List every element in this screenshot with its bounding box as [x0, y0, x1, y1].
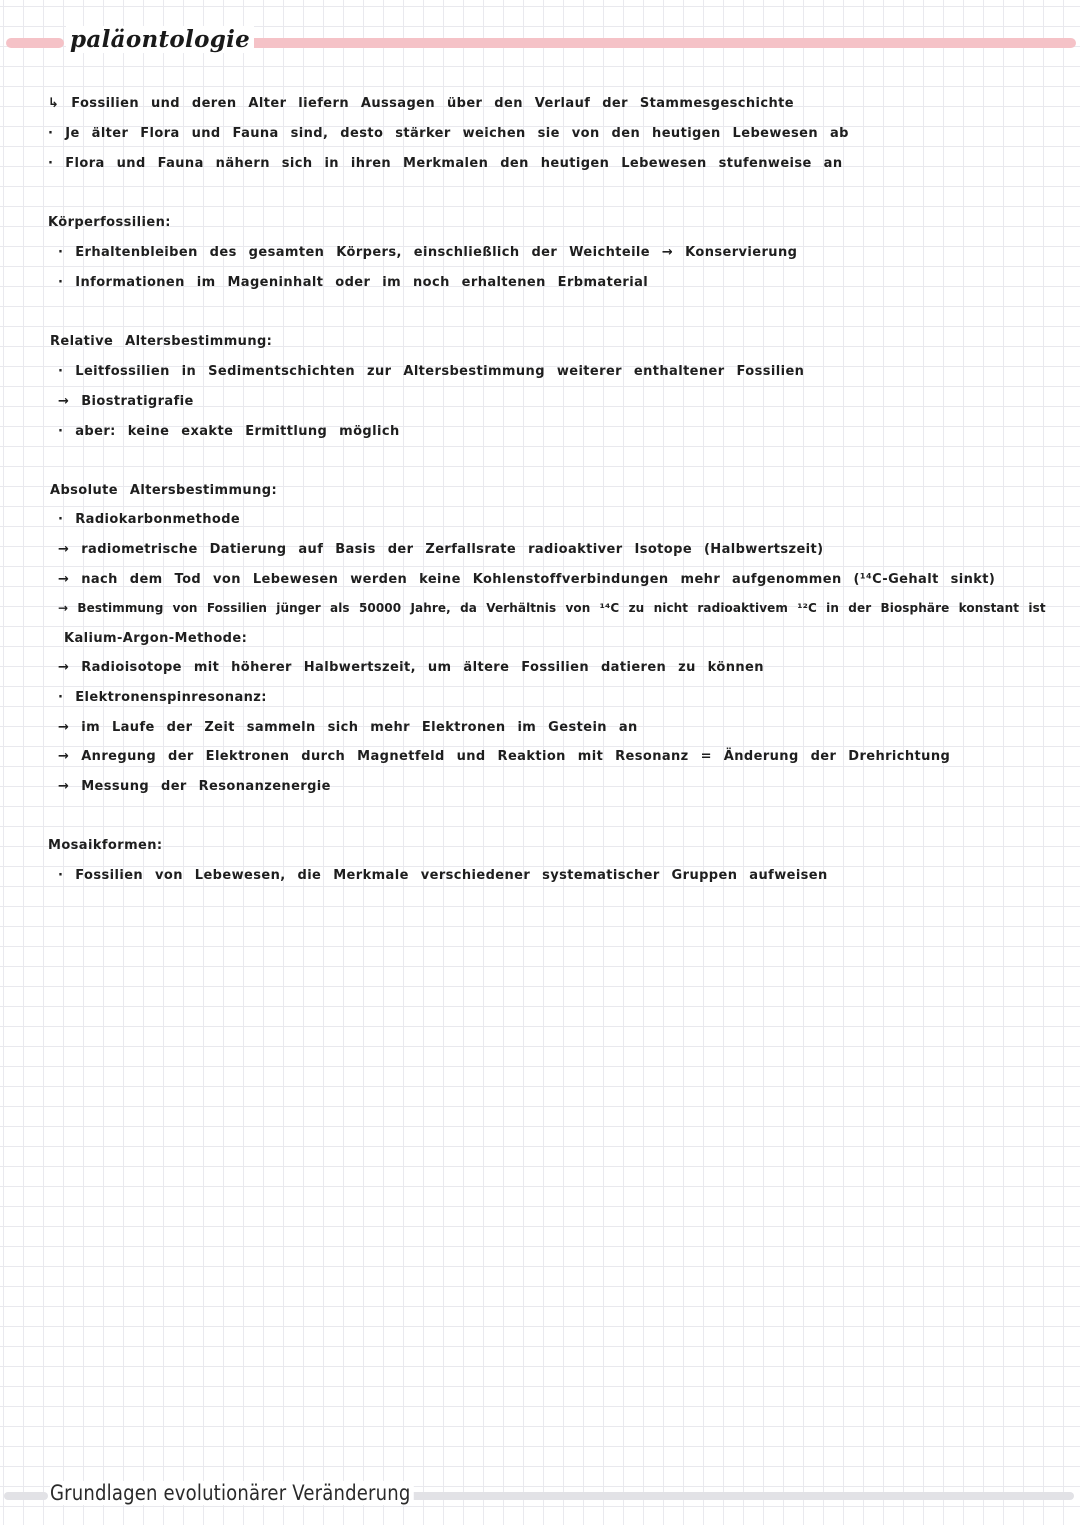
list-item: · Leitfossilien in Sedimentschichten zur Altersbestimmung weiterer enthaltener Fossilien — [58, 364, 805, 379]
list-item: · Radiokarbonmethode — [58, 512, 241, 527]
list-item: → Anregung der Elektronen durch Magnetfeld und Reaktion mit Resonanz = Änderung der Drehrichtung — [58, 749, 951, 764]
list-item: · aber: keine exakte Ermittlung möglich — [58, 424, 400, 439]
section-heading-absolute: Absolute Altersbestimmung: — [50, 483, 278, 498]
list-item: · Fossilien von Lebewesen, die Merkmale verschiedener systematischer Gruppen aufweisen — [58, 868, 828, 883]
footer-title: Grundlagen evolutionärer Veränderung — [50, 1481, 414, 1505]
intro-line: ↳ Fossilien und deren Alter liefern Aussagen über den Verlauf der Stammesgeschichte — [48, 96, 794, 111]
title-accent-left — [6, 38, 64, 48]
intro-line: · Je älter Flora und Fauna sind, desto stärker weichen sie von den heutigen Lebewesen ab — [48, 126, 849, 141]
list-item: → Radioisotope mit höherer Halbwertszeit, um ältere Fossilien datieren zu können — [58, 660, 764, 675]
list-item: → Messung der Resonanzenergie — [58, 779, 331, 794]
title-accent-right — [212, 38, 1076, 48]
list-item: · Informationen im Mageninhalt oder im noch erhaltenen Erbmaterial — [58, 275, 649, 290]
list-item: · Elektronenspinresonanz: — [58, 690, 267, 705]
page-title: paläontologie — [66, 26, 254, 53]
list-item: → Bestimmung von Fossilien jünger als 50000 Jahre, da Verhältnis von ¹⁴C zu nicht radioaktivem ¹²C in der Biosphäre konstant ist — [58, 601, 1046, 615]
list-item: → im Laufe der Zeit sammeln sich mehr Elektronen im Gestein an — [58, 720, 638, 735]
list-item: · Erhaltenbleiben des gesamten Körpers, einschließlich der Weichteile → Konservierung — [58, 245, 798, 260]
list-item: → Biostratigrafie — [58, 394, 194, 409]
list-item: → radiometrische Datierung auf Basis der Zerfallsrate radioaktiver Isotope (Halbwertszeit) — [58, 542, 824, 557]
section-heading-koerperfossilien: Körperfossilien: — [48, 215, 171, 230]
section-heading-mosaikformen: Mosaikformen: — [48, 838, 163, 853]
intro-line: · Flora und Fauna nähern sich in ihren Merkmalen den heutigen Lebewesen stufenweise an — [48, 156, 843, 171]
footer-accent-right — [356, 1492, 1074, 1500]
list-item: → nach dem Tod von Lebewesen werden keine Kohlenstoffverbindungen mehr aufgenommen (¹⁴C-Gehalt sinkt) — [58, 572, 996, 587]
section-heading-relative: Relative Altersbestimmung: — [50, 334, 273, 349]
footer-accent-left — [4, 1492, 48, 1500]
list-item: Kalium-Argon-Methode: — [64, 631, 248, 646]
